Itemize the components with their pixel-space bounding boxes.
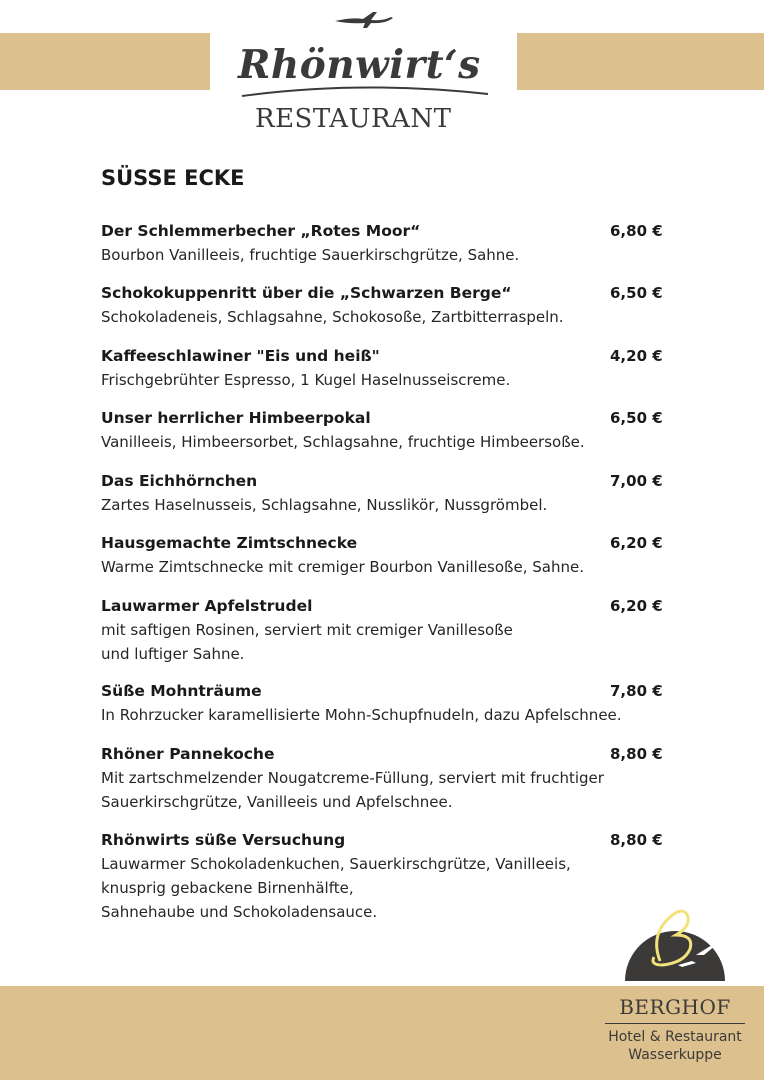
restaurant-logo-subtitle: RESTAURANT [255,104,452,134]
menu-item-description: Frischgebrühter Espresso, 1 Kugel Haselnusseiscreme. [101,371,511,389]
menu-item-title: Rhöner Pannekoche [101,745,275,763]
berghof-divider [605,1023,745,1024]
menu-item-title: Rhönwirts süße Versuchung [101,831,346,849]
menu-item-price: 6,20 € [610,534,663,552]
header-band-left [0,33,210,90]
menu-item-title: Süße Mohnträume [101,682,262,700]
header-band-right [517,33,764,90]
menu-item-description: Schokoladeneis, Schlagsahne, Schokosoße, Zartbitterraspeln. [101,308,564,326]
menu-item-description: Warme Zimtschnecke mit cremiger Bourbon Vanillesoße, Sahne. [101,558,584,576]
menu-item-description: In Rohrzucker karamellisierte Mohn-Schupfnudeln, dazu Apfelschnee. [101,706,622,724]
menu-item-title: Unser herrlicher Himbeerpokal [101,409,371,427]
menu-item [101,742,691,814]
menu-item-description: Bourbon Vanilleeis, fruchtige Sauerkirschgrütze, Sahne. [101,246,520,264]
menu-item-title: Hausgemachte Zimtschnecke [101,534,358,552]
menu-item [101,531,691,579]
menu-item [101,469,691,517]
menu-item-price: 6,50 € [610,409,663,427]
menu-item-title: Der Schlemmerbecher „Rotes Moor“ [101,222,421,240]
menu-item-price: 8,80 € [610,831,663,849]
section-title: SÜSSE ECKE [101,166,245,190]
restaurant-logo-name: Rhönwirt‘s [238,42,481,88]
menu-item [101,344,691,392]
menu-item-price: 6,50 € [610,284,663,302]
menu-item-description: mit saftigen Rosinen, serviert mit cremiger Vanillesoße und luftiger Sahne. [101,621,513,663]
menu-item-title: Das Eichhörnchen [101,472,258,490]
logo-swoosh [240,84,490,102]
menu-item-title: Lauwarmer Apfelstrudel [101,597,313,615]
menu-item [101,281,691,329]
menu-item [101,828,691,924]
menu-item-price: 4,20 € [610,347,663,365]
menu-item-description: Mit zartschmelzender Nougatcreme-Füllung, serviert mit fruchtiger Sauerkirschgrütze, Vanilleeis und Apfelschnee. [101,769,604,811]
menu-item-title: Kaffeeschlawiner "Eis und heiß" [101,347,380,365]
menu-item [101,406,691,454]
menu-item-description: Zartes Haselnusseis, Schlagsahne, Nusslikör, Nussgrömbel. [101,496,548,514]
menu-item-description: Lauwarmer Schokoladenkuchen, Sauerkirschgrütze, Vanilleeis, knusprig gebackene Birnenhälfte, Sahnehaube und Schokoladensauce. [101,855,571,921]
menu-item-description: Vanilleeis, Himbeersorbet, Schlagsahne, fruchtige Himbeersoße. [101,433,585,451]
menu-item-price: 6,80 € [610,222,663,240]
menu-item-title: Schokokuppenritt über die „Schwarzen Berge“ [101,284,512,302]
berghof-line-2: Wasserkuppe [628,1047,722,1063]
berghof-name: BERGHOF [619,995,731,1019]
glider-icon [333,8,395,34]
berghof-emblem-icon [620,895,730,987]
berghof-subtitle [595,1028,755,1064]
menu-item-price: 6,20 € [610,597,663,615]
berghof-line-1: Hotel & Restaurant [608,1029,742,1045]
menu-item [101,594,691,666]
menu-item [101,679,691,727]
menu-item-price: 7,00 € [610,472,663,490]
menu-item [101,219,691,267]
menu-item-price: 8,80 € [610,745,663,763]
menu-item-price: 7,80 € [610,682,663,700]
